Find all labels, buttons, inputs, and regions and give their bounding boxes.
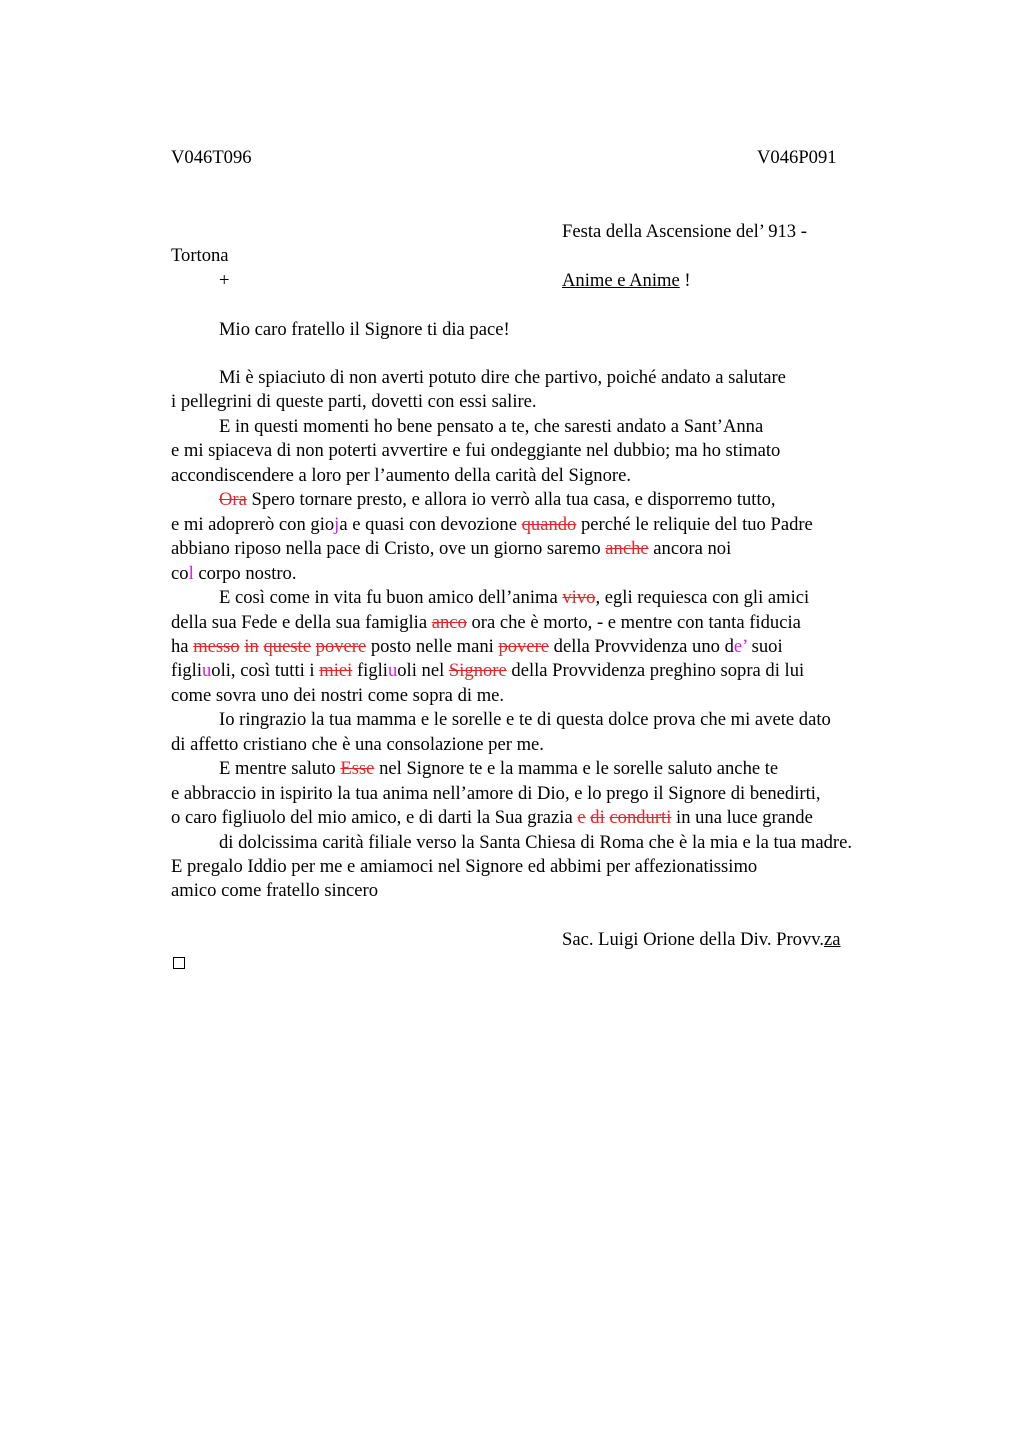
text-segment: E in questi momenti ho bene pensato a te, che saresti andato a Sant’Anna	[219, 415, 764, 437]
text-line	[219, 586, 809, 610]
text-line	[171, 879, 378, 903]
deleted-text: queste	[263, 635, 311, 657]
deleted-text: povere	[315, 635, 367, 657]
text-line	[171, 537, 731, 561]
text-segment: di affetto cristiano che è una consolazione per me.	[171, 733, 544, 755]
text-segment: Spero tornare presto, e allora io verrò alla tua casa, e disporremo tutto,	[246, 489, 776, 511]
deleted-text: anche	[605, 538, 649, 560]
text-segment: e abbraccio in ispirito la tua anima nell’amore di Dio, e lo prego il Signore di benedirti,	[171, 782, 821, 804]
text-segment: amico come fratello sincero	[171, 880, 379, 902]
inserted-text: l	[188, 562, 194, 584]
salutation: Mio caro fratello il Signore ti dia pace!	[219, 319, 510, 340]
deleted-text: Ora	[219, 489, 247, 511]
deleted-text: anco	[431, 611, 467, 633]
text-segment: , egli requiesca con gli amici	[595, 587, 810, 609]
text-segment: oli nel	[397, 660, 449, 682]
document-code-right: V046P091	[757, 147, 837, 168]
text-segment: nel Signore te e la mamma e le sorelle saluto anche te	[374, 758, 779, 780]
signature-abbrev: za	[823, 929, 841, 950]
motto-tail: !	[679, 270, 691, 291]
text-segment: ha	[171, 635, 194, 657]
signature	[562, 928, 841, 952]
text-line	[171, 513, 813, 537]
text-segment: accondiscendere a loro per l’aumento della carità del Signore.	[171, 464, 631, 486]
text-segment: i pellegrini di queste parti, dovetti con essi salire.	[171, 391, 537, 413]
text-segment: oli, così tutti i	[211, 660, 320, 682]
text-line	[219, 757, 778, 781]
deleted-text: Signore	[448, 660, 507, 682]
text-segment: e mi spiaceva di non poterti avvertire e fui ondeggiante nel dubbio; ma ho stimato	[171, 440, 781, 462]
deleted-text: povere	[498, 635, 550, 657]
inserted-text: j	[334, 513, 340, 535]
text-segment: come sovra uno dei nostri come sopra di me.	[171, 684, 505, 706]
text-segment: ora che è morto, - e mentre con tanta fiducia	[466, 611, 801, 633]
text-line	[171, 464, 631, 488]
text-segment: e mi adoprerò con gio	[171, 513, 335, 535]
text-segment: suoi	[746, 635, 783, 657]
text-segment: co	[171, 562, 189, 584]
inserted-text: e’	[733, 635, 747, 657]
text-segment: Io ringrazio la tua mamma e le sorelle e te di questa dolce prova che mi avete dato	[219, 709, 831, 731]
deleted-text: e	[577, 807, 586, 829]
text-segment: perché le reliquie del tuo Padre	[576, 513, 813, 535]
text-line	[219, 708, 831, 732]
text-segment: E pregalo Iddio per me e amiamoci nel Signore ed abbimi per affezionatissimo	[171, 856, 758, 877]
text-line	[171, 659, 804, 683]
checkbox-square-icon	[173, 957, 185, 969]
deleted-text: messo	[193, 635, 240, 657]
text-segment: della Provvidenza preghino sopra di lui	[506, 660, 805, 682]
inserted-text: u	[202, 660, 212, 682]
motto-underlined: Anime e Anime	[562, 270, 680, 291]
text-line	[219, 366, 786, 390]
text-line	[219, 415, 763, 439]
text-line	[171, 782, 821, 806]
text-segment: della sua Fede e della sua famiglia	[171, 611, 432, 633]
signature-text: Sac. Luigi Orione della Div. Provv.	[562, 929, 824, 950]
text-line	[171, 855, 757, 879]
text-segment: figli	[171, 660, 202, 682]
text-line	[171, 611, 801, 635]
text-line	[171, 733, 544, 757]
text-line	[219, 831, 852, 855]
dateline: Festa della Ascensione del’ 913 -	[562, 221, 807, 242]
text-segment: corpo nostro.	[193, 562, 297, 584]
deleted-text: quando	[521, 513, 577, 535]
text-segment: E mentre saluto	[219, 758, 341, 780]
deleted-text: vivo	[562, 587, 596, 609]
text-segment: E così come in vita fu buon amico dell’anima	[219, 587, 563, 609]
text-line	[171, 562, 297, 586]
dateline-place: Tortona	[171, 245, 229, 266]
text-segment: Mi è spiaciuto di non averti potuto dire che partivo, poiché andato a salutare	[219, 367, 786, 388]
text-segment: in una luce grande	[671, 807, 813, 829]
text-line	[171, 390, 537, 414]
cross-symbol: +	[219, 270, 230, 291]
text-line	[171, 684, 504, 708]
text-line	[171, 635, 783, 659]
deleted-text: Esse	[340, 758, 375, 780]
text-segment: a e quasi con devozione	[339, 513, 522, 535]
text-line	[219, 488, 776, 512]
deleted-text: in	[244, 635, 259, 657]
motto	[562, 269, 691, 293]
deleted-text: condurti	[609, 807, 672, 829]
deleted-text: miei	[319, 660, 353, 682]
text-segment: posto nelle mani	[366, 635, 499, 657]
deleted-text: di	[590, 807, 605, 829]
text-segment: di dolcissima carità filiale verso la Santa Chiesa di Roma che è la mia e la tua madre.	[219, 831, 852, 853]
inserted-text: u	[387, 660, 398, 682]
text-segment: figli	[352, 660, 388, 682]
text-line	[171, 806, 813, 830]
text-segment: della Provvidenza uno d	[549, 635, 734, 657]
text-segment: ancora noi	[648, 538, 732, 560]
text-segment: abbiano riposo nella pace di Cristo, ove un giorno saremo	[171, 538, 606, 560]
document-code-left: V046T096	[171, 147, 252, 168]
text-segment: o caro figliuolo del mio amico, e di darti la Sua grazia	[171, 807, 578, 829]
text-line	[171, 439, 780, 463]
